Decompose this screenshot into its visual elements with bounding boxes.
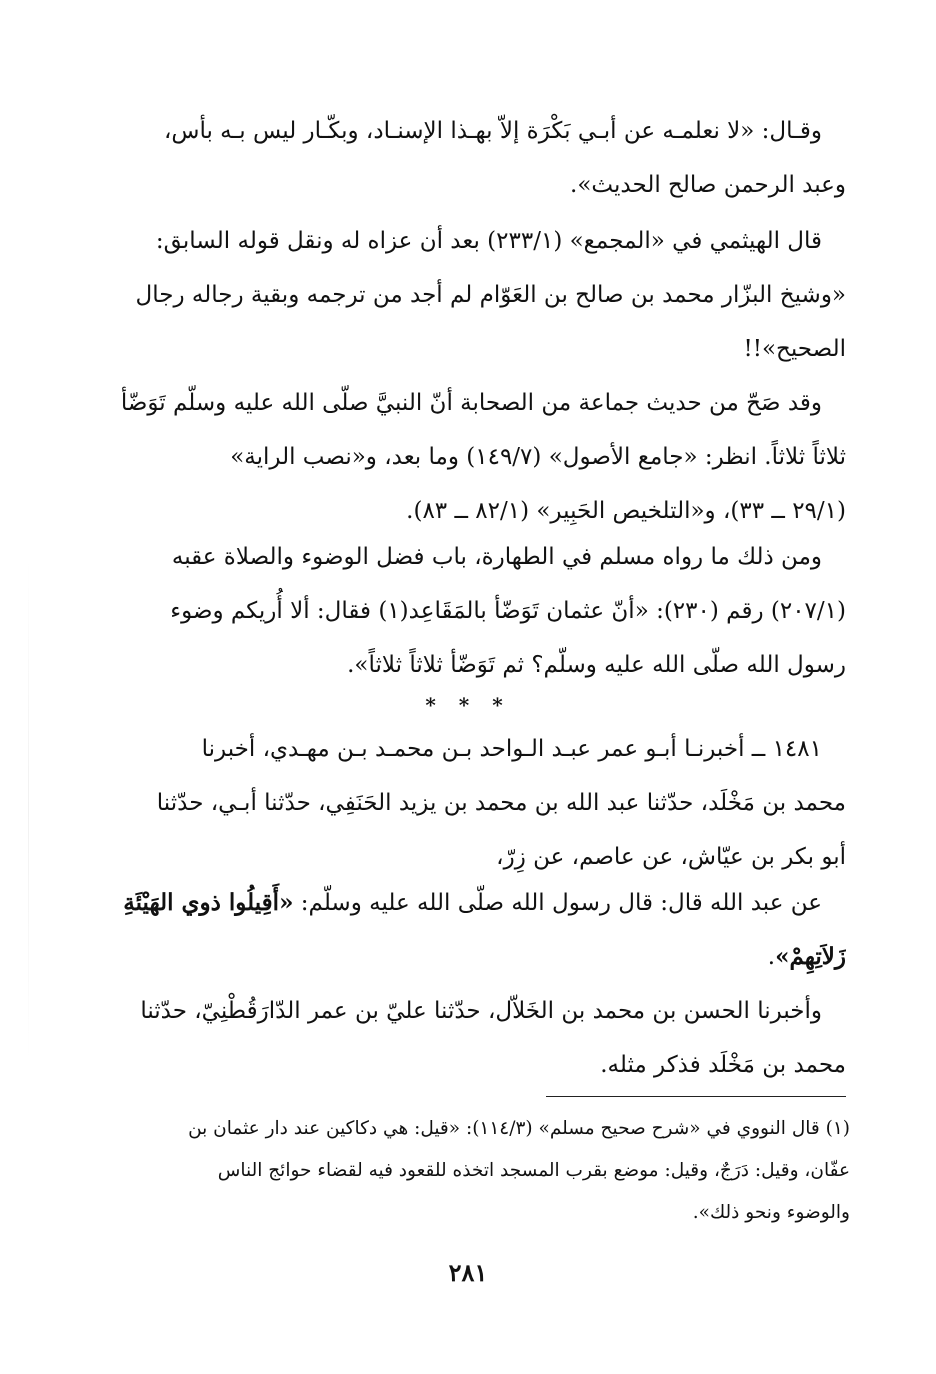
paragraph-haythami-quote xyxy=(86,214,846,376)
hadith-1481-second-chain xyxy=(86,984,846,1092)
text-line: وقـال: «لا نعلمـه عن أبـي بَكْرَة إلاّ بهـذا الإسنـاد، وبكّـار ليس بـه بأس، xyxy=(163,118,822,144)
hadith-1481-matn xyxy=(86,876,846,984)
text-line xyxy=(86,876,846,930)
text-line: قال الهيثمي في «المجمع» (٢٣٣/١) بعد أن عزاه له ونقل قوله السابق: xyxy=(155,228,822,254)
footnote-line: عفّان، وقيل: دَرَجٌ، وقيل: موضع بقرب المسجد اتخذه للقعود فيه لقضاء حوائج الناس xyxy=(217,1160,850,1181)
matn-end: . xyxy=(767,944,776,970)
text-line: وأخبرنا الحسن بن محمد بن الخَلاّل، حدّثنا عليّ بن عمر الدّارَقُطْنِيّ، حدّثنا xyxy=(140,998,822,1024)
text-line: (٢٩/١ ــ ٣٣)، و«التلخيص الحَبِير» (٨٢/١ ــ ٨٣). xyxy=(406,498,846,524)
text-line: محمد بن مَخْلَد، حدّثنا عبد الله بن محمد بن يزيد الحَنَفِي، حدّثنا أبـي، حدّثنا xyxy=(156,790,846,816)
text-line: محمد بن مَخْلَد فذكر مثله. xyxy=(600,1052,846,1078)
footnote-line: والوضوء ونحو ذلك». xyxy=(692,1202,850,1223)
matn-bold-text: زَلاَتِهِمْ» xyxy=(775,943,846,970)
scan-artifact xyxy=(28,560,29,1060)
footnote xyxy=(86,1108,850,1234)
text-line: أبو بكر بن عيّاش، عن عاصم، عن زِرّ، xyxy=(496,844,846,870)
text-line: وقد صَحّ من حديث جماعة من الصحابة أنّ النبيَّ صلّى الله عليه وسلّم تَوَضّأ xyxy=(120,390,822,416)
section-separator: * * * xyxy=(425,693,511,717)
text-line: رسول الله صلّى الله عليه وسلّم؟ ثم تَوَضّأ ثلاثاً ثلاثاً». xyxy=(347,652,846,678)
text-line: ومن ذلك ما رواه مسلم في الطهارة، باب فضل الوضوء والصلاة عقبه xyxy=(171,544,822,570)
matn-bold-text: «أَقِيلُوا ذوي الهَيْئَةِ xyxy=(123,889,294,916)
text-line: (٢٠٧/١) رقم (٢٣٠): «أنّ عثمان تَوَضّأ بالمَقَاعِد(١) فقال: ألا أُريكم وضوء xyxy=(170,598,846,624)
paragraph-sahih-note xyxy=(86,376,846,538)
text-line xyxy=(86,930,846,984)
hadith-1481-isnad xyxy=(86,722,846,884)
page-number: ٢٨١ xyxy=(448,1258,488,1287)
matn-intro: عن عبد الله قال: قال رسول الله صلّى الله عليه وسلّم: xyxy=(293,890,822,916)
text-line: الصحيح»!! xyxy=(743,336,846,362)
footnote-line: (١) قال النووي في «شرح صحيح مسلم» (١١٤/٣): «قيل: هي دكاكين عند دار عثمان بن xyxy=(188,1118,850,1139)
text-line: «وشيخ البزّار محمد بن صالح بن العَوّام لم أجد من ترجمه وبقية رجاله رجال xyxy=(135,282,846,308)
text-line: ١٤٨١ ــ أخبرنـا أبـو عمر عبـد الـواحد بـن محمـد بـن مهـدي، أخبرنا xyxy=(201,736,822,762)
footnote-divider xyxy=(546,1096,846,1097)
text-line: وعبد الرحمن صالح الحديث». xyxy=(570,172,846,198)
paragraph-bazzar-quote xyxy=(86,104,846,212)
text-line: ثلاثاً ثلاثاً. انظر: «جامع الأصول» (١٤٩/٧) وما بعد، و«نصب الراية» xyxy=(230,444,846,470)
paragraph-muslim-narration xyxy=(86,530,846,692)
